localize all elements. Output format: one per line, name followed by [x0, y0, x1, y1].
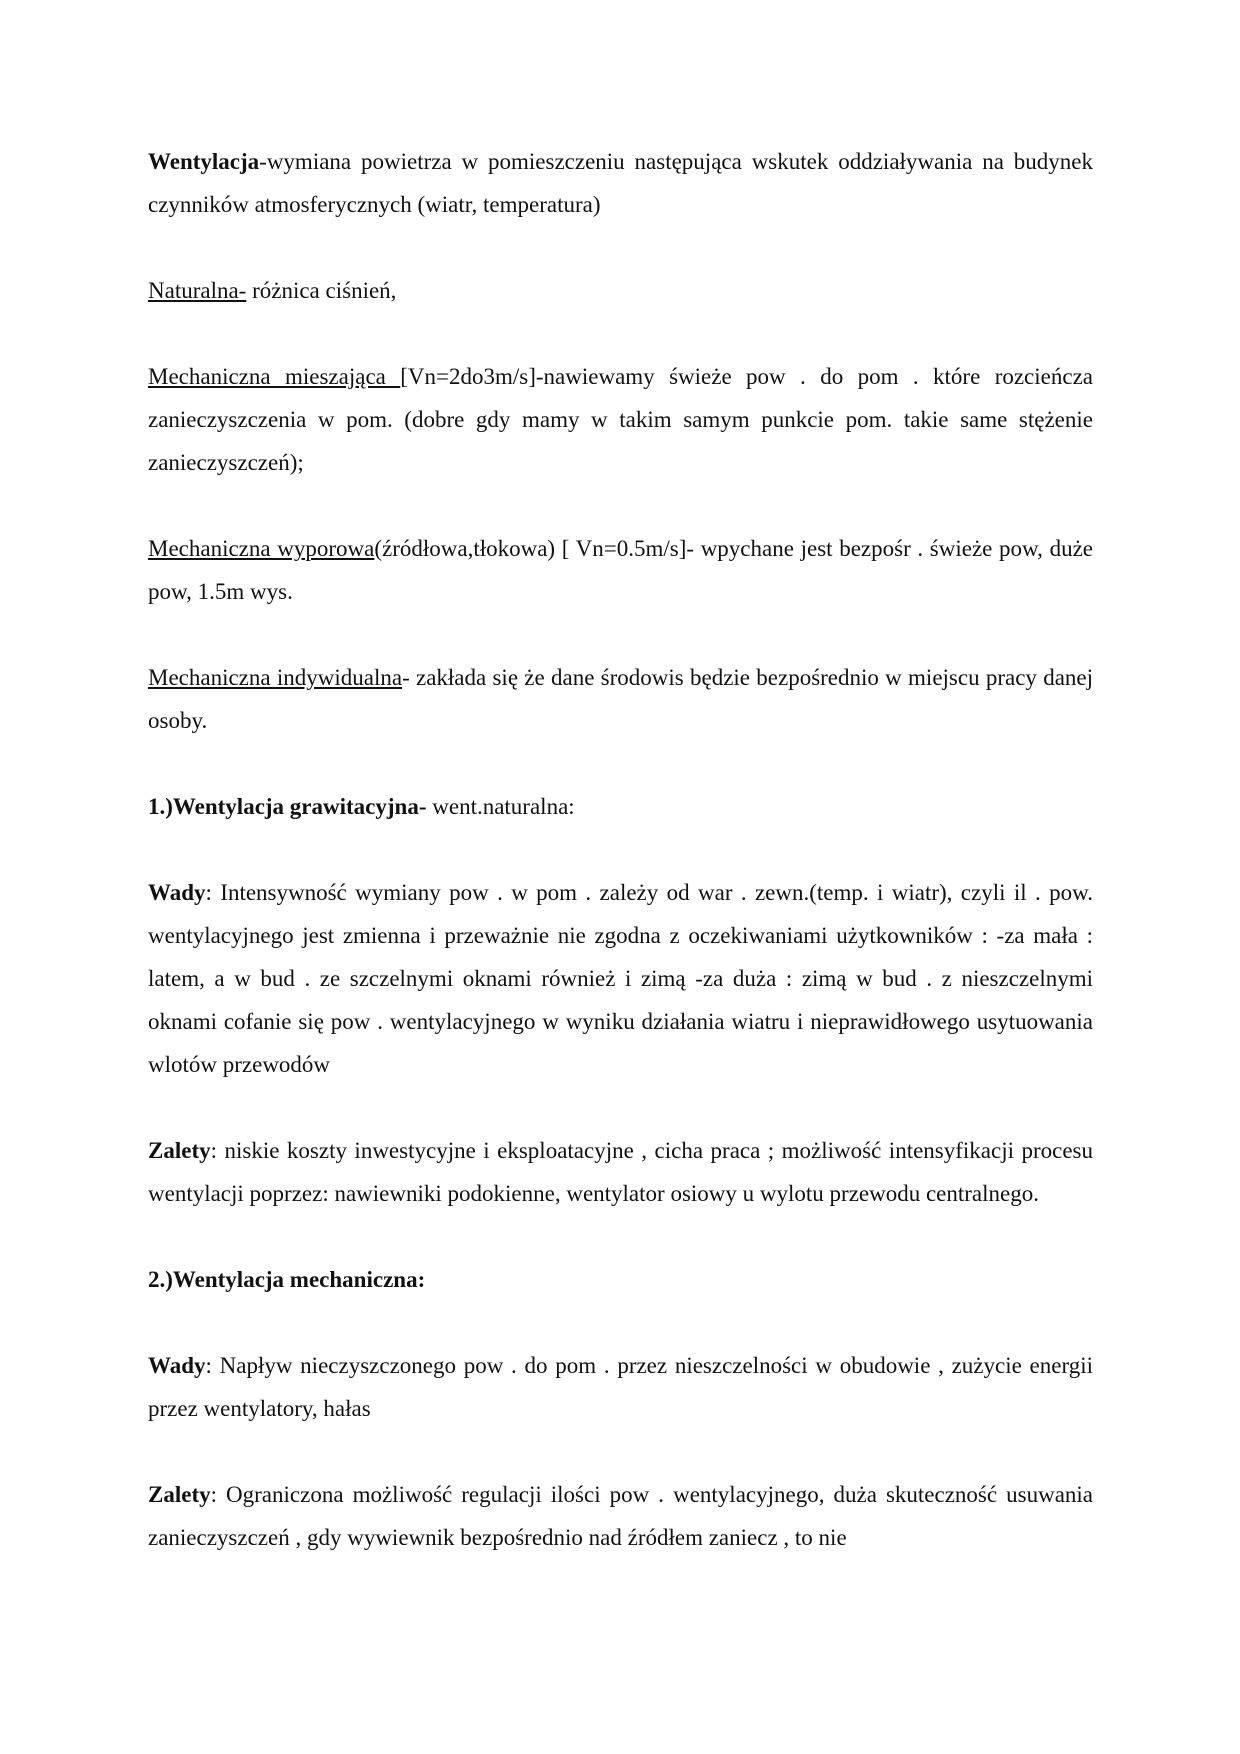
type-mechaniczna-wyporowa [148, 527, 1093, 613]
zalety-text: : niskie koszty inwestycyjne i eksploatacyjne , cicha praca ; możliwość intensyfikacji procesu wentylacji poprzez: nawiewniki podokienne, wentylator osiowy u wylotu przewodu centralnego. [148, 1138, 1093, 1206]
section1-wady [148, 871, 1093, 1086]
section-heading-suffix: went.naturalna: [426, 794, 575, 819]
type-naturalna [148, 269, 1093, 312]
type-mechaniczna-mieszajaca [148, 355, 1093, 484]
section-heading: 2.)Wentylacja mechaniczna: [148, 1267, 426, 1292]
type-text: (źródłowa,tłokowa) [ Vn=0.5m/s]- wpychane jest bezpośr . świeże pow, duże pow, 1.5m wys. [148, 536, 1093, 604]
type-label: Mechaniczna wyporowa [148, 536, 375, 561]
section1-zalety [148, 1129, 1093, 1215]
wady-label: Wady [148, 880, 206, 905]
type-label: Mechaniczna indywidualna [148, 665, 403, 690]
type-label: Naturalna- [148, 278, 247, 303]
zalety-label: Zalety [148, 1138, 211, 1163]
type-mechaniczna-indywidualna [148, 656, 1093, 742]
definition-text: -wymiana powietrza w pomieszczeniu następująca wskutek oddziaływania na budynek czynników atmosferycznych (wiatr, temperatura) [148, 149, 1093, 217]
wady-label: Wady [148, 1353, 206, 1378]
type-text: [Vn=2do3m/s]-nawiewamy świeże pow . do pom . które rozcieńcza zanieczyszczenia w pom. (dobre gdy mamy w takim samym punkcie pom. takie same stężenie zanieczyszczeń); [148, 364, 1093, 475]
section1-heading [148, 785, 1093, 828]
type-text: różnica ciśnień, [246, 278, 397, 303]
zalety-label: Zalety [148, 1482, 211, 1507]
zalety-text: : Ograniczona możliwość regulacji ilości pow . wentylacyjnego, duża skuteczność usuwania zanieczyszczeń , gdy wywiewnik bezpośrednio nad źródłem zaniecz , to nie [148, 1482, 1093, 1550]
section2-heading [148, 1258, 1093, 1301]
section2-wady [148, 1344, 1093, 1430]
definition-term: Wentylacja [148, 149, 260, 174]
section2-zalety [148, 1473, 1093, 1559]
type-text: - zakłada się że dane środowis będzie bezpośrednio w miejscu pracy danej osoby. [148, 665, 1093, 733]
section-heading: 1.)Wentylacja grawitacyjna- [148, 794, 427, 819]
wady-text: : Napływ nieczyszczonego pow . do pom . przez nieszczelności w obudowie , zużycie energii przez wentylatory, hałas [148, 1353, 1093, 1421]
definition-paragraph [148, 140, 1093, 226]
wady-text: : Intensywność wymiany pow . w pom . zależy od war . zewn.(temp. i wiatr), czyli il . pow. wentylacyjnego jest zmienna i przeważnie nie zgodna z oczekiwaniami użytkowników : -za mała : latem, a w bud . ze szczelnymi oknami również i zimą -za duża : zimą w bud . z nieszczelnymi oknami cofanie się pow . wentylacyjnego w wyniku działania wiatru i nieprawidłowego usytuowania wlotów przewodów [148, 880, 1093, 1077]
document-page [148, 140, 1093, 1602]
type-label: Mechaniczna mieszająca [148, 364, 401, 389]
